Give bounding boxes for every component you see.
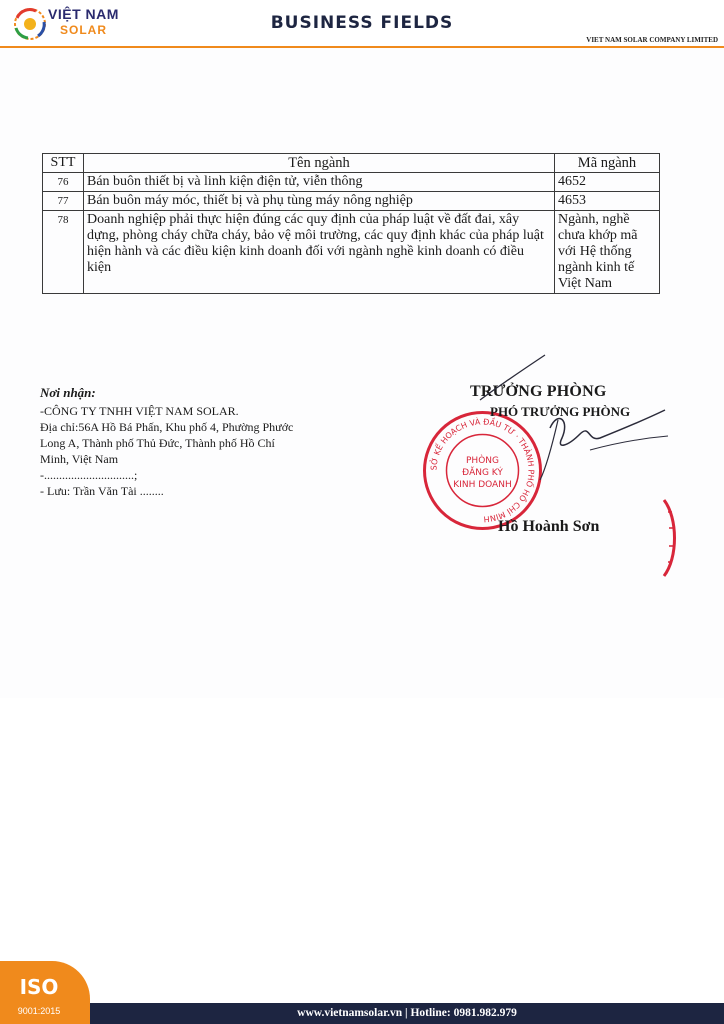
page-seal-edge [660, 498, 680, 578]
logo-wordmark-bottom: SOLAR [60, 23, 107, 37]
page-footer [90, 1003, 724, 1024]
row-ten-nganh: Doanh nghiệp phải thực hiện đúng các quy định của pháp luật về đất đai, xây dựng, phòng cháy chữa cháy, bảo vệ môi trường, các quy định khác của pháp luật hiện hành và các điều kiện kinh doanh đối với ngành nghề kinh doanh có điều kiện [84, 211, 555, 294]
stamp-center-line1: PHÒNG [466, 456, 499, 466]
recipients-title: Nơi nhận: [40, 385, 96, 400]
row-ma-nganh: 4652 [555, 173, 660, 192]
page-header [0, 0, 724, 48]
iso-certification-badge [0, 961, 90, 1024]
header-stt: STT [43, 154, 84, 173]
stamp-ring-text: SỞ KẾ HOẠCH VÀ ĐẦU TƯ · THÀNH PHỐ HỒ CHÍ MINH [429, 417, 536, 524]
recipient-address: Địa chỉ:56A Hồ Bá Phấn, Khu phố 4, Phường Phước Long A, Thành phố Thủ Đức, Thành phố Hồ Chí Minh, Việt Nam [40, 420, 294, 466]
signer-title-deputy: PHÓ TRƯỞNG PHÒNG [490, 404, 631, 419]
row-ma-nganh: Ngành, nghề chưa khớp mã với Hệ thống ngành kinh tế Việt Nam [555, 211, 660, 294]
row-stt: 76 [43, 173, 84, 192]
recipients-block [40, 385, 300, 499]
row-ma-nganh: 4653 [555, 192, 660, 211]
recipient-blank: -..............................; [40, 468, 138, 482]
table-row [43, 173, 660, 192]
table-row [43, 192, 660, 211]
handwritten-signature [440, 350, 680, 510]
stamp-center-line3: KINH DOANH [453, 480, 512, 490]
row-ten-nganh: Bán buôn máy móc, thiết bị và phụ tùng máy nông nghiệp [84, 192, 555, 211]
row-stt: 77 [43, 192, 84, 211]
company-name: VIET NAM SOLAR COMPANY LIMITED [586, 36, 718, 44]
logo-wordmark-top: VIỆT NAM [48, 6, 119, 22]
table-header-row [43, 154, 660, 173]
signer-name: Hồ Hoành Sơn [498, 518, 600, 535]
signer-title-primary: TRƯỞNG PHÒNG [470, 383, 607, 400]
iso-label: ISO [19, 975, 59, 999]
page-title: BUSINESS FIELDS [270, 13, 454, 33]
row-stt: 78 [43, 211, 84, 294]
header-ma-nganh: Mã ngành [555, 154, 660, 173]
header-ten-nganh: Tên ngành [84, 154, 555, 173]
business-fields-table [42, 153, 660, 294]
signature-block [420, 380, 690, 580]
archive-note: - Lưu: Trần Văn Tài ........ [40, 484, 164, 498]
stamp-center-line2: ĐĂNG KÝ [462, 468, 503, 478]
iso-standard: 9001:2015 [17, 1006, 61, 1016]
table-row [43, 211, 660, 294]
row-ten-nganh: Bán buôn thiết bị và linh kiện điện tử, viễn thông [84, 173, 555, 192]
footer-contact: www.vietnamsolar.vn | Hotline: 0981.982.979 [297, 1007, 517, 1019]
recipient-company: -CÔNG TY TNHH VIỆT NAM SOLAR. [40, 404, 239, 418]
